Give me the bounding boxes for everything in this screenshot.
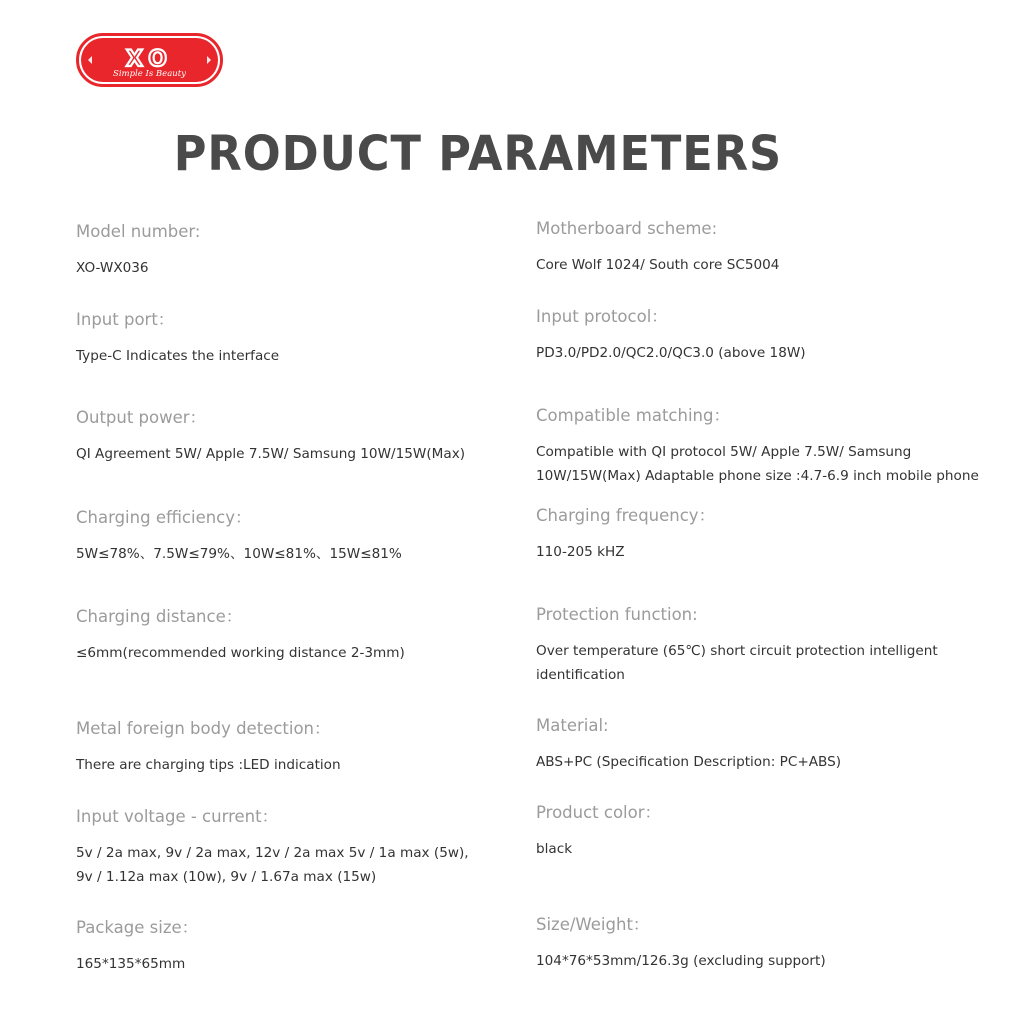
brand-logo — [76, 33, 223, 87]
param-label: Output power： — [76, 408, 207, 427]
param-label: Product color： — [536, 803, 662, 822]
param-value-line: QI Agreement 5W/ Apple 7.5W/ Samsung 10W/15W(Max) — [76, 446, 466, 462]
param-label: Input port： — [76, 310, 175, 329]
param-size-weight — [536, 915, 826, 973]
brand-logo-text: XO — [126, 47, 173, 72]
param-value-line: 5W≤78%、7.5W≤79%、10W≤81%、15W≤81% — [76, 546, 402, 562]
param-label: Charging frequency： — [536, 506, 716, 525]
param-value — [536, 540, 715, 564]
param-value — [76, 952, 198, 976]
param-value-line: 110-205 kHZ — [536, 544, 625, 560]
param-label: Charging efficiency： — [76, 508, 252, 527]
param-value — [76, 256, 200, 280]
brand-tagline: Simple Is Beauty — [113, 69, 186, 79]
param-value — [76, 841, 469, 889]
param-label: Size/Weight： — [536, 915, 650, 934]
param-value — [76, 442, 465, 466]
param-label: Charging distance： — [76, 607, 243, 626]
param-input-voltage — [76, 807, 469, 889]
param-charging-frequency — [536, 506, 715, 564]
param-label: Material: — [536, 716, 609, 735]
param-value-line: ≤6mm(recommended working distance 2-3mm) — [76, 645, 405, 661]
param-label: Package size： — [76, 918, 199, 937]
param-value-line: identification — [536, 667, 625, 683]
param-label: Input voltage - current： — [76, 807, 279, 826]
param-product-color — [536, 803, 661, 861]
param-value-line: Type-C Indicates the interface — [76, 348, 280, 364]
param-value — [76, 753, 341, 777]
param-input-port — [76, 310, 279, 368]
param-value-line: Compatible with QI protocol 5W/ Apple 7.5W/ Samsung — [536, 444, 912, 460]
param-value — [536, 949, 826, 973]
param-value-line: PD3.0/PD2.0/QC2.0/QC3.0 (above 18W) — [536, 345, 806, 361]
param-value-line: 165*135*65mm — [76, 956, 186, 972]
param-value-line: Core Wolf 1024/ South core SC5004 — [536, 257, 780, 273]
param-package-size — [76, 918, 198, 976]
param-value-line: 5v / 2a max, 9v / 2a max, 12v / 2a max 5v / 1a max (5w), — [76, 845, 469, 861]
param-label: Compatible matching： — [536, 406, 730, 425]
param-value — [536, 440, 979, 488]
param-value-line: 104*76*53mm/126.3g (excluding support) — [536, 953, 826, 969]
param-motherboard-scheme — [536, 219, 779, 277]
param-value — [536, 750, 841, 774]
param-value — [76, 542, 402, 566]
param-compatible-matching — [536, 406, 979, 488]
param-value — [76, 344, 279, 368]
param-label: Motherboard scheme: — [536, 219, 718, 238]
param-value-line: There are charging tips :LED indication — [76, 757, 341, 773]
param-model-number — [76, 222, 200, 280]
param-value-line: 10W/15W(Max) Adaptable phone size :4.7-6.9 inch mobile phone — [536, 468, 979, 484]
param-input-protocol — [536, 307, 806, 365]
param-material — [536, 716, 841, 774]
param-value — [536, 341, 806, 365]
param-value — [536, 837, 661, 861]
param-charging-efficiency — [76, 508, 402, 566]
param-value-line: Over temperature (65℃) short circuit protection intelligent — [536, 643, 938, 659]
param-charging-distance — [76, 607, 405, 665]
param-value-line: 9v / 1.12a max (10w), 9v / 1.67a max (15w) — [76, 869, 377, 885]
param-value-line: XO-WX036 — [76, 260, 149, 276]
param-label: Protection function: — [536, 605, 698, 624]
param-metal-detection — [76, 719, 341, 777]
param-protection-function — [536, 605, 938, 687]
param-value — [536, 253, 779, 277]
param-label: Input protocol： — [536, 307, 668, 326]
param-label: Model number: — [76, 222, 201, 241]
param-output-power — [76, 408, 465, 466]
param-value-line: black — [536, 841, 573, 857]
param-label: Metal foreign body detection： — [76, 719, 331, 738]
page-title: PRODUCT PARAMETERS — [173, 126, 783, 182]
param-value — [76, 641, 405, 665]
param-value-line: ABS+PC (Specification Description: PC+ABS) — [536, 754, 842, 770]
param-value — [536, 639, 938, 687]
